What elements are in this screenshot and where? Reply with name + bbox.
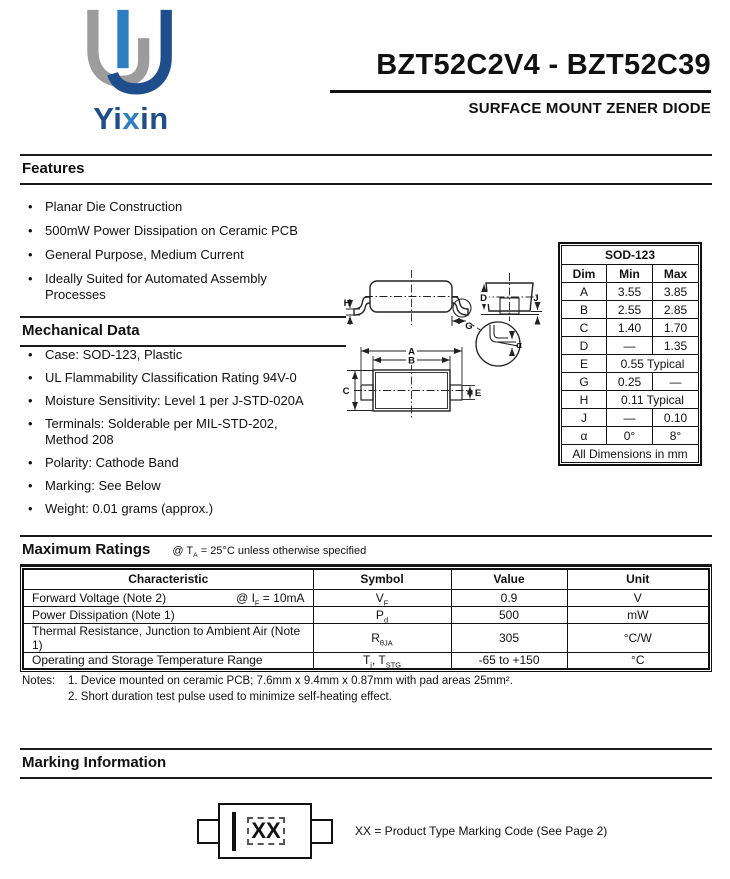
table-row: J — 0.10 bbox=[562, 409, 699, 427]
dim-col-header: Min bbox=[607, 265, 653, 283]
mechanical-list bbox=[28, 347, 338, 524]
yixin-logo-icon bbox=[83, 8, 178, 102]
list-item: • Weight: 0.01 grams (approx.) bbox=[28, 501, 214, 516]
dim-table-footer: All Dimensions in mm bbox=[562, 445, 699, 463]
table-row: Forward Voltage (Note 2) @ $I_F = 10mA$ $V_F$ 0.9 V bbox=[23, 589, 709, 606]
table-row bbox=[562, 445, 699, 463]
marking-section-header bbox=[20, 748, 712, 779]
note-item: 1. Device mounted on ceramic PCB; 7.6mm x 9.4mm x 0.87mm with pad areas 25mm². bbox=[68, 675, 513, 687]
cathode-band bbox=[232, 812, 236, 851]
bullet-icon: • bbox=[28, 199, 33, 214]
column-header: Unit bbox=[567, 569, 709, 589]
max-ratings-heading: Maximum Ratings bbox=[22, 541, 151, 558]
dim-label-j: J bbox=[533, 293, 539, 304]
dimensions-table bbox=[558, 242, 702, 466]
bullet-icon: • bbox=[28, 501, 33, 516]
bullet-icon: • bbox=[28, 271, 33, 286]
dim-col-header: Dim bbox=[562, 265, 607, 283]
bullet-icon: • bbox=[28, 370, 33, 385]
bullet-icon: • bbox=[28, 416, 33, 431]
dim-label-alpha: α bbox=[516, 340, 522, 351]
table-row: G 0.25 — bbox=[562, 373, 699, 391]
max-ratings-section-header bbox=[20, 535, 712, 566]
list-item: • Polarity: Cathode Band bbox=[28, 455, 179, 470]
list-item: • 500mW Power Dissipation on Ceramic PCB bbox=[28, 223, 298, 238]
column-header: Characteristic bbox=[23, 569, 313, 589]
note-item: 2. Short duration test pulse used to minimize self-heating effect. bbox=[68, 691, 392, 703]
bullet-icon: • bbox=[28, 478, 33, 493]
features-heading: Features bbox=[22, 160, 85, 177]
brand-name: Yixin bbox=[93, 101, 169, 136]
mechanical-heading: Mechanical Data bbox=[22, 322, 140, 339]
bullet-icon: • bbox=[28, 247, 33, 262]
table-row: B 2.55 2.85 bbox=[562, 301, 699, 319]
bullet-icon: • bbox=[28, 455, 33, 470]
row-condition: @ $I_F = 10mA$ bbox=[236, 590, 305, 607]
list-item: • Ideally Suited for Automated Assembly Processes bbox=[28, 271, 267, 302]
marking-code-box: XX bbox=[247, 817, 285, 845]
marking-package-outline bbox=[218, 803, 312, 859]
list-item: • Moisture Sensitivity: Level 1 per J-STD-020A bbox=[28, 393, 304, 408]
bullet-icon: • bbox=[28, 393, 33, 408]
column-header: Symbol bbox=[313, 569, 451, 589]
list-item: • Case: SOD-123, Plastic bbox=[28, 347, 183, 362]
list-item: • Terminals: Solderable per MIL-STD-202, Method 208 bbox=[28, 416, 278, 447]
bullet-icon: • bbox=[28, 347, 33, 362]
features-list bbox=[28, 199, 333, 311]
dim-label-e: E bbox=[474, 388, 482, 399]
marking-heading: Marking Information bbox=[22, 754, 167, 771]
table-row: Operating and Storage Temperature Range $T_j$, $T_{STG}$ -65 to +150 °C bbox=[23, 652, 709, 669]
dim-label-h: H bbox=[343, 298, 351, 309]
table-row: H 0.11 Typical bbox=[562, 391, 699, 409]
notes-label: Notes: bbox=[22, 675, 56, 687]
dim-label-a: A bbox=[408, 346, 415, 358]
dim-label-b: B bbox=[408, 355, 415, 367]
test-condition: @ $T_A = 25^\circ C$ unless otherwise specified bbox=[172, 545, 367, 560]
title-rule bbox=[330, 90, 711, 93]
notes-block bbox=[22, 673, 513, 705]
list-item: • Marking: See Below bbox=[28, 478, 161, 493]
marking-legend: XX = Product Type Marking Code (See Page 2) bbox=[355, 824, 608, 838]
column-header: Value bbox=[451, 569, 567, 589]
list-item: • General Purpose, Medium Current bbox=[28, 247, 244, 262]
table-row: Thermal Resistance, Junction to Ambient Air (Note 1) $R_{\theta JA}$ 305 °C/W bbox=[23, 623, 709, 652]
dim-label-g: G bbox=[465, 321, 473, 332]
dim-label-d: D bbox=[480, 293, 487, 304]
table-row: C 1.40 1.70 bbox=[562, 319, 699, 337]
table-row: α 0° 8° bbox=[562, 427, 699, 445]
features-section-header bbox=[20, 154, 712, 185]
page-subtitle: SURFACE MOUNT ZENER DIODE bbox=[468, 100, 711, 117]
list-item: • Planar Die Construction bbox=[28, 199, 183, 214]
table-row: A 3.55 3.85 bbox=[562, 283, 699, 301]
table-row: Power Dissipation (Note 1) $P_d$ 500 mW bbox=[23, 606, 709, 623]
dim-table-title: SOD-123 bbox=[562, 246, 699, 265]
mechanical-section-header bbox=[20, 316, 346, 347]
symbol-cell: $P_d$ bbox=[313, 606, 451, 623]
list-item: • UL Flammability Classification Rating 94V-0 bbox=[28, 370, 297, 385]
symbol-cell: $T_j$, $T_{STG}$ bbox=[313, 652, 451, 669]
symbol-cell: $V_F$ bbox=[313, 589, 451, 606]
table-row: E 0.55 Typical bbox=[562, 355, 699, 373]
symbol-cell: $R_{\theta JA}$ bbox=[313, 623, 451, 652]
dim-col-header: Max bbox=[653, 265, 699, 283]
page-title: BZT52C2V4 - BZT52C39 bbox=[376, 49, 711, 81]
table-row: D — 1.35 bbox=[562, 337, 699, 355]
dim-label-c: C bbox=[342, 386, 350, 397]
bullet-icon: • bbox=[28, 223, 33, 238]
package-drawing bbox=[332, 228, 562, 435]
marking-diagram bbox=[196, 803, 716, 865]
max-ratings-table bbox=[20, 566, 712, 672]
